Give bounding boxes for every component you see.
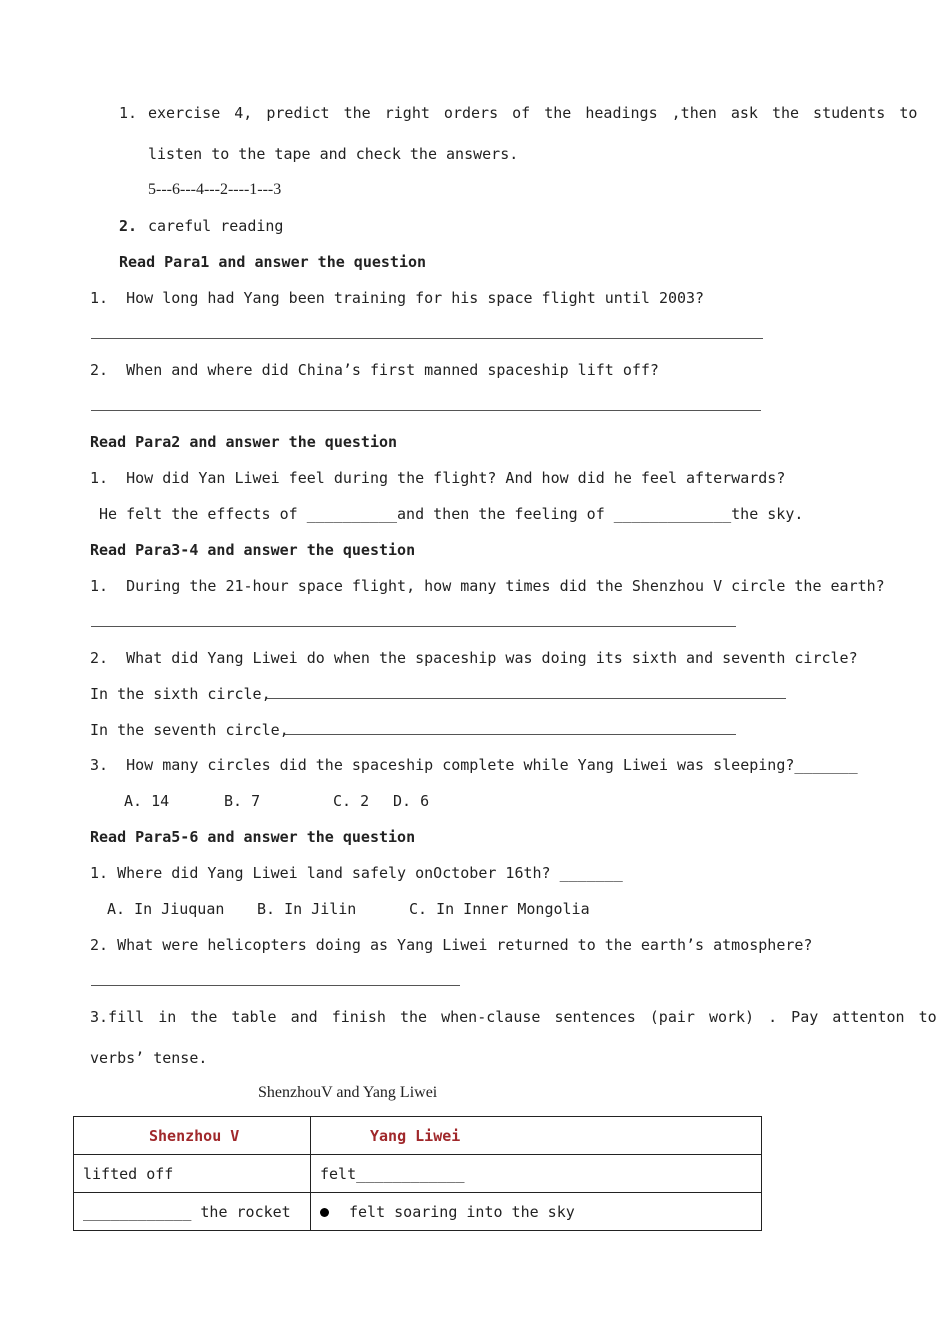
item2-text: careful reading [148, 217, 284, 235]
para1-question-1: 1. How long had Yang been training for his space flight until 2003? [90, 289, 705, 307]
table-caption: ShenzhouV and Yang Liwei [258, 1084, 438, 1101]
para2-fill-in-sentence: He felt the effects of __________and then the feeling of _____________the sky. [99, 505, 804, 523]
table-cell-text: felt soaring into the sky [349, 1202, 575, 1221]
comparison-table [73, 1116, 762, 1231]
header-yang-liwei: Yang Liwei [311, 1117, 762, 1155]
table-row [74, 1155, 762, 1193]
item1-number: 1. [119, 104, 138, 122]
item2-number: 2. [119, 217, 138, 235]
section-heading-para3-4: Read Para3-4 and answer the question [90, 541, 416, 559]
para2-question-1: 1. How did Yan Liwei feel during the flight? And how did he feel afterwards? [90, 469, 786, 487]
option-a: A. In Jiuquan [107, 900, 225, 918]
answer-line[interactable] [91, 985, 460, 986]
table-cell: lifted off [74, 1155, 311, 1193]
section-heading-para2: Read Para2 and answer the question [90, 433, 398, 451]
option-b: B. 7 [224, 792, 261, 810]
item1-text-line1: exercise 4, predict the right orders of the headings ,then ask the students to [148, 104, 918, 122]
table-row [74, 1193, 762, 1231]
para1-question-2: 2. When and where did China’s first manned spaceship lift off? [90, 361, 659, 379]
option-c: C. 2 [333, 792, 370, 810]
answer-order: 5---6---4---2----1---3 [148, 181, 282, 198]
answer-line[interactable] [91, 410, 761, 411]
section-heading-para5-6: Read Para5-6 and answer the question [90, 828, 416, 846]
para5-question-1: 1. Where did Yang Liwei land safely onOctober 16th? _______ [90, 864, 623, 882]
para5-question-2: 2. What were helicopters doing as Yang Liwei returned to the earth’s atmosphere? [90, 936, 813, 954]
header-shenzhou: Shenzhou V [74, 1117, 311, 1155]
table-header-row [74, 1117, 762, 1155]
answer-line[interactable] [91, 626, 736, 627]
seventh-circle-label: In the seventh circle, [90, 721, 289, 739]
seventh-circle-answer-line[interactable] [285, 734, 736, 735]
para3-question-2: 2. What did Yang Liwei do when the spaceship was doing its sixth and seventh circle? [90, 649, 858, 667]
sixth-circle-label: In the sixth circle, [90, 685, 271, 703]
para3-question-3: 3. How many circles did the spaceship complete while Yang Liwei was sleeping?_______ [90, 756, 858, 774]
section-heading-para1: Read Para1 and answer the question [119, 253, 427, 271]
para5-question-3-line2: verbs’ tense. [90, 1049, 208, 1067]
table-cell[interactable]: felt____________ [311, 1155, 762, 1193]
answer-line[interactable] [91, 338, 763, 339]
item1-text-line2: listen to the tape and check the answers. [148, 145, 519, 163]
para3-question-1: 1. During the 21-hour space flight, how many times did the Shenzhou V circle the earth? [90, 577, 885, 595]
option-d: D. 6 [393, 792, 430, 810]
table-cell[interactable]: ____________ the rocket [74, 1193, 311, 1231]
option-b: B. In Jilin [257, 900, 357, 918]
para5-question-3-line1: 3.fill in the table and finish the when-clause sentences (pair work) . Pay attenton to [90, 1008, 937, 1026]
option-a: A. 14 [124, 792, 170, 810]
option-c: C. In Inner Mongolia [409, 900, 590, 918]
table-cell [311, 1193, 762, 1231]
sixth-circle-answer-line[interactable] [267, 698, 786, 699]
bullet-icon [320, 1208, 329, 1217]
